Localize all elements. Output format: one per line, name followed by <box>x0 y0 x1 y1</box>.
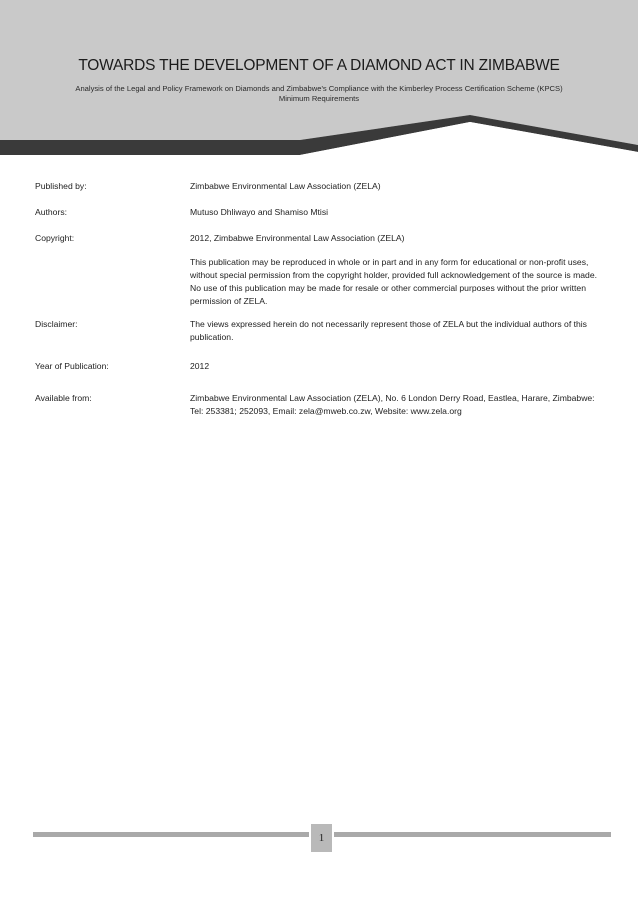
detail-label: Available from: <box>35 393 92 403</box>
document-title: TOWARDS THE DEVELOPMENT OF A DIAMOND ACT IN ZIMBABWE <box>78 57 560 74</box>
page-footer <box>0 820 638 860</box>
footer-bar-left <box>33 832 309 837</box>
detail-value: Mutuso Dhliwayo and Shamiso Mtisi <box>190 207 329 217</box>
header-band <box>0 0 638 170</box>
detail-value: This publication may be reproduced in whole or in part and in any form for educational or non-profit uses, without special permission from the copyright holder, provided full acknowledgement of the source is made. No use of this publication may be made for resale or other commercial purposes without the prior written permission of ZELA. <box>190 257 597 306</box>
page-number: 1 <box>311 824 332 852</box>
detail-value: Zimbabwe Environmental Law Association (ZELA) <box>190 181 381 191</box>
detail-label: Authors: <box>35 207 68 217</box>
detail-label: Published by: <box>35 181 87 191</box>
document-subtitle: Analysis of the Legal and Policy Framework on Diamonds and Zimbabwe's Compliance with the Kimberley Process Certification Scheme (KPCS) Minimum Requirements <box>75 84 563 103</box>
detail-value: 2012 <box>190 361 210 371</box>
detail-value: 2012, Zimbabwe Environmental Law Association (ZELA) <box>190 233 405 243</box>
detail-value: Zimbabwe Environmental Law Association (ZELA), No. 6 London Derry Road, Eastlea, Harare, Zimbabwe: Tel: 253381; 252093, Email: zela@mweb.co.zw, Website: www.zela.org <box>190 393 595 416</box>
detail-label: Disclaimer: <box>35 319 78 329</box>
footer-bar-right <box>334 832 611 837</box>
detail-value: The views expressed herein do not necessarily represent those of ZELA but the individual authors of this publication. <box>190 319 587 342</box>
detail-label: Copyright: <box>35 233 75 243</box>
detail-label: Year of Publication: <box>35 361 109 371</box>
